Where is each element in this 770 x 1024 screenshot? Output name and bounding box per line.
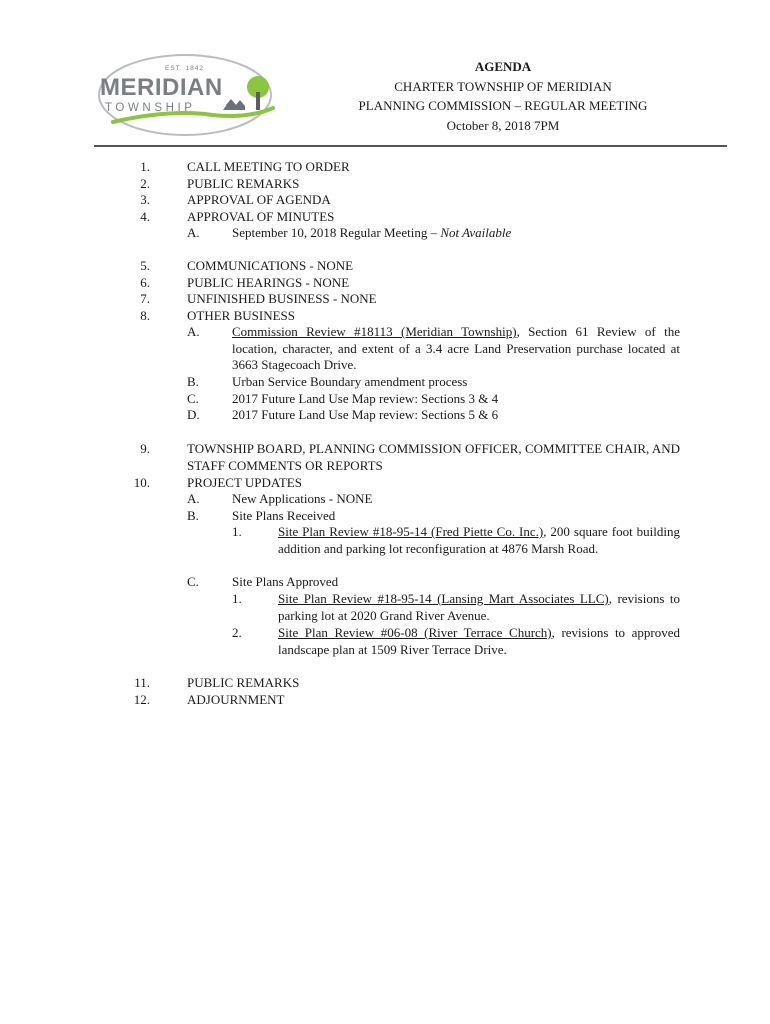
site-plan-review-text: , 200 square foot building addition and parking lot reconfiguration at 4876 Marsh Road. — [278, 524, 680, 556]
other-business-d: 2017 Future Land Use Map review: Sections 5 & 6 — [232, 407, 499, 422]
item-communications: COMMUNICATIONS - NONE — [187, 258, 354, 273]
project-site-plans-received: Site Plans Received — [232, 507, 336, 523]
commission-review-text: , Section 61 Review of the location, character, and extent of a 3.4 acre Land Preservation purchase located at 3663 Stagecoach Drive. — [232, 324, 680, 373]
item-number: 3. — [140, 192, 150, 207]
logo-word-township: TOWNSHIP — [105, 102, 196, 114]
sub-letter: D. — [187, 407, 200, 422]
item-number: 12. — [133, 691, 150, 707]
minutes-text: September 10, 2018 Regular Meeting – — [232, 225, 441, 240]
minutes-status: Not Available — [440, 225, 512, 240]
agenda-header — [350, 57, 656, 135]
agenda-title: AGENDA — [474, 59, 532, 74]
item-number: 7. — [140, 291, 150, 306]
sub-letter: A. — [187, 491, 200, 506]
item-board-comments: TOWNSHIP BOARD, PLANNING COMMISSION OFFICER, COMMITTEE CHAIR, AND STAFF COMMENTS OR REPORTS — [187, 441, 680, 473]
header-divider — [94, 145, 727, 147]
sub-letter: B. — [187, 374, 199, 389]
sub-number: 1. — [232, 524, 242, 539]
item-project-updates: PROJECT UPDATES — [187, 474, 302, 490]
header-date: October 8, 2018 7PM — [446, 117, 560, 133]
sub-letter: A. — [187, 225, 200, 240]
site-plan-review-link[interactable]: Site Plan Review #06-08 (River Terrace Church) — [278, 625, 552, 640]
header-township: CHARTER TOWNSHIP OF MERIDIAN — [394, 78, 612, 94]
other-business-c: 2017 Future Land Use Map review: Sections 3 & 4 — [232, 390, 499, 406]
approved-plan-2 — [278, 625, 680, 658]
other-business-b: Urban Service Boundary amendment process — [232, 374, 468, 389]
received-plan-1 — [278, 524, 680, 557]
item-number: 6. — [140, 274, 150, 290]
header-meeting: PLANNING COMMISSION – REGULAR MEETING — [358, 98, 648, 114]
sub-letter: B. — [187, 507, 199, 523]
meridian-township-logo — [95, 50, 280, 140]
project-site-plans-approved: Site Plans Approved — [232, 574, 339, 589]
site-plan-review-link[interactable]: Site Plan Review #18-95-14 (Lansing Mart Associates LLC) — [278, 591, 609, 606]
item-number: 1. — [140, 159, 150, 174]
item-number: 5. — [140, 258, 150, 273]
site-plan-review-text: , revisions to parking lot at 2020 Grand River Avenue. — [278, 591, 680, 623]
item-public-hearings: PUBLIC HEARINGS - NONE — [187, 274, 350, 290]
sub-number: 2. — [232, 625, 242, 640]
item-call-to-order: CALL MEETING TO ORDER — [187, 159, 350, 174]
item-number: 8. — [140, 307, 150, 323]
logo-word-meridian: MERIDIAN — [100, 74, 223, 101]
item-number: 10. — [133, 474, 150, 490]
other-business-a — [232, 324, 680, 374]
project-new-applications: New Applications - NONE — [232, 491, 373, 506]
approved-plan-1 — [278, 591, 680, 624]
sub-number: 1. — [232, 591, 242, 606]
sub-letter: A. — [187, 324, 200, 339]
item-unfinished-business: UNFINISHED BUSINESS - NONE — [187, 291, 377, 306]
item-number: 9. — [140, 441, 150, 456]
logo-est-text: EST. 1842 — [165, 65, 204, 72]
item-number: 11. — [134, 675, 150, 690]
item-approval-agenda: APPROVAL OF AGENDA — [187, 192, 331, 207]
sub-letter: C. — [187, 390, 199, 406]
site-plan-review-text: , revisions to approved landscape plan at 1509 River Terrace Drive. — [278, 625, 680, 657]
item-public-remarks: PUBLIC REMARKS — [187, 175, 300, 191]
logo-house-icon — [223, 99, 245, 110]
minutes-item-a — [232, 225, 511, 242]
item-other-business: OTHER BUSINESS — [187, 307, 295, 323]
item-number: 2. — [140, 175, 150, 191]
site-plan-review-link[interactable]: Site Plan Review #18-95-14 (Fred Piette Co. Inc.) — [278, 524, 544, 539]
item-adjournment: ADJOURNMENT — [187, 691, 285, 707]
commission-review-link[interactable]: Commission Review #18113 (Meridian Township) — [232, 324, 517, 339]
item-number: 4. — [140, 208, 150, 224]
item-public-remarks-2: PUBLIC REMARKS — [187, 675, 300, 690]
sub-letter: C. — [187, 574, 199, 589]
item-approval-minutes: APPROVAL OF MINUTES — [187, 208, 335, 224]
